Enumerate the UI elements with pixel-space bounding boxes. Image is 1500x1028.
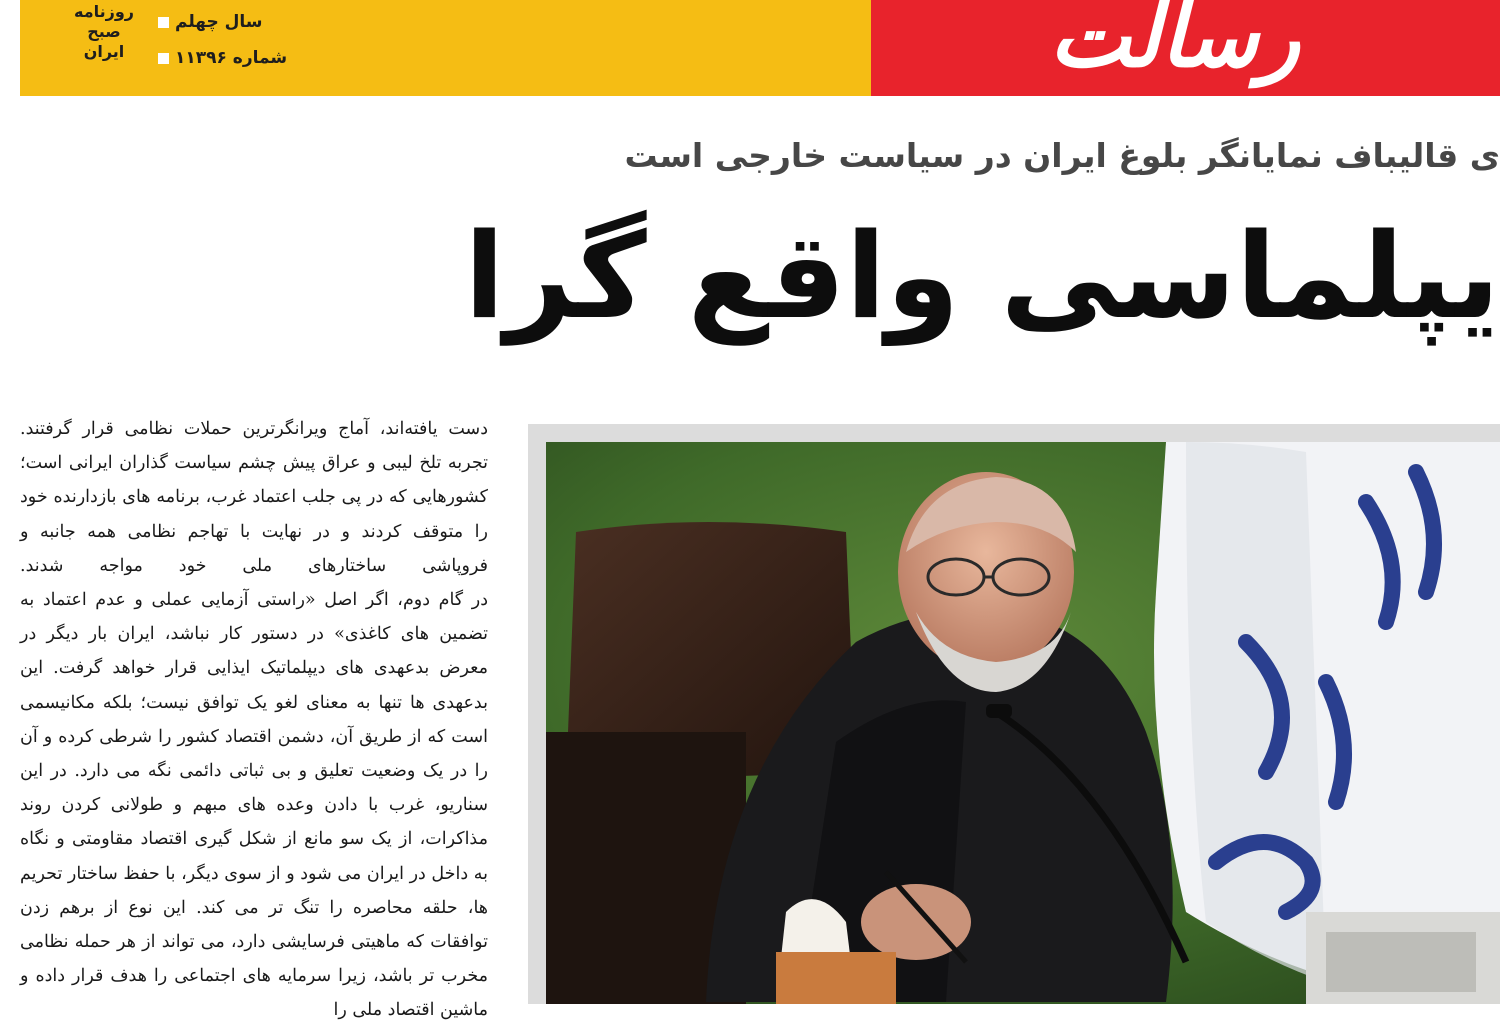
- masthead-red-band: [871, 0, 1500, 96]
- brand-line: ایران: [83, 42, 125, 61]
- main-headline[interactable]: یپلماسی واقع گرا: [464, 207, 1500, 345]
- masthead-yellow-band: [20, 0, 871, 96]
- headline-kicker[interactable]: ی قالیباف نمایانگر بلوغ ایران در سیاست خارجی است: [624, 136, 1500, 175]
- photo-illustration: [546, 442, 1500, 1004]
- masthead: [20, 0, 1500, 96]
- brand-line: روزنامه: [74, 2, 134, 21]
- year-line: [158, 4, 288, 40]
- photo-frame: [528, 424, 1500, 1004]
- article-column: [20, 412, 488, 1021]
- brand-block: [56, 2, 152, 62]
- issue-line: [158, 40, 288, 76]
- article-photo[interactable]: [546, 442, 1500, 1004]
- desk-photo: [776, 952, 896, 1004]
- article-paragraph: دست یافته‌اند، آماج ویرانگرترین حملات نظامی قرار گرفتند. تجربه تلخ لیبی و عراق پیش چشم سیاست گذاران ایرانی است؛ کشورهایی که در پی جلب اعتماد غرب، برنامه های بازدارنده خود را متوقف کردند و در نهایت با تهاجم نظامی همه جانبه و فروپاشی ساختارهای ملی خود مواجه شدند.: [20, 419, 488, 576]
- year-label: سال چهلم: [175, 12, 263, 32]
- square-bullet-icon: [158, 53, 169, 64]
- issue-meta: [158, 4, 288, 76]
- brand-line: صبح: [87, 22, 121, 41]
- issue-number: شماره ۱۱۳۹۶: [175, 48, 288, 68]
- square-bullet-icon: [158, 17, 169, 28]
- newspaper-logo[interactable]: رسالت: [1049, 0, 1300, 87]
- article-paragraph: در گام دوم، اگر اصل «راستی آزمایی عملی و عدم اعتماد به تضمین های کاغذی» در دستور کار نباشد، ایران بار دیگر در معرض بدعهدی های دیپلماتیک ایذایی قرار خواهد گرفت. این بدعهدی ها تنها به معنای لغو یک توافق نیست؛ بلکه مکانیسمی است که از طریق آن، دشمن اقتصاد کشور را شرطی کرده و آن را در یک وضعیت تعلیق و بی ثباتی دائمی نگه می دارد. در این سناریو، غرب با دادن وعده های مبهم و طولانی کردن روند مذاکرات، از یک سو مانع از شکل گیری اقتصاد مقاومتی و نگاه به داخل در ایران می شود و از سوی دیگر، با حفظ ساختار تحریم ها، حلقه محاصره را تنگ تر می کند. این نوع از برهم زدن توافقات که ماهیتی فرسایشی دارد، می تواند از هر حمله نظامی مخرب تر باشد، زیرا سرمایه های اجتماعی را هدف قرار داده و ماشین اقتصاد ملی را: [20, 590, 488, 1021]
